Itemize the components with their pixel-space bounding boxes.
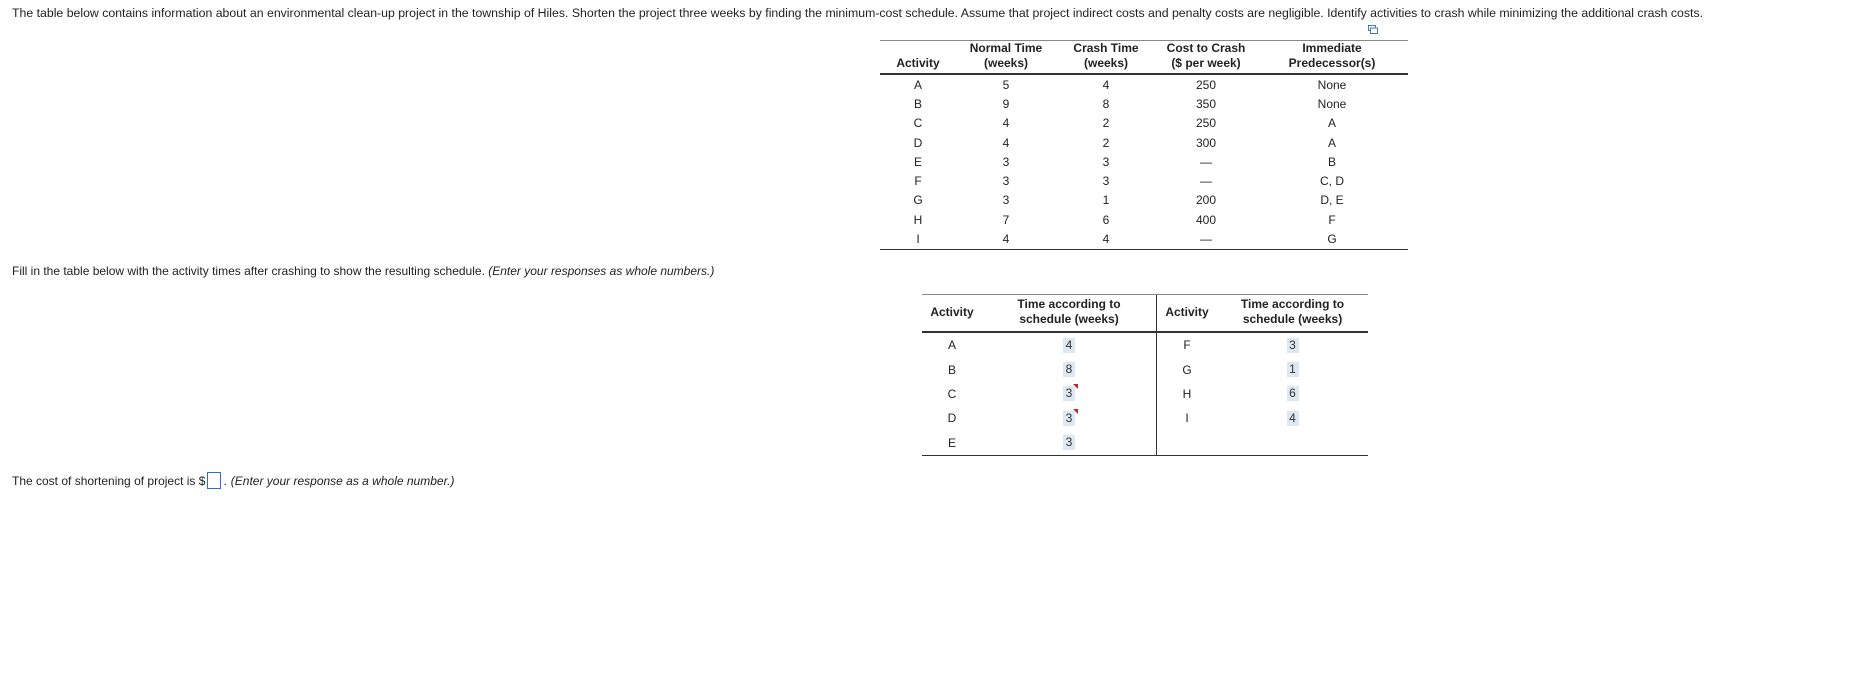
cell-cost: 400: [1195, 212, 1217, 227]
cell-activity: I: [1157, 406, 1218, 430]
project-data-table: [880, 40, 1408, 250]
cell-time: [982, 431, 1157, 456]
cell-time: [1217, 332, 1368, 357]
cell-time: [1217, 431, 1368, 456]
copy-icon[interactable]: [1368, 25, 1378, 34]
answer-input-a[interactable]: 4: [1063, 338, 1075, 353]
cell-time: [982, 382, 1157, 406]
table-row: [880, 210, 1408, 229]
cost-hint: (Enter your response as a whole number.): [230, 473, 455, 488]
answer-input-d[interactable]: 3: [1063, 411, 1075, 426]
cell-time: [982, 357, 1157, 381]
cell-normal: 3: [1002, 174, 1010, 189]
cell-activity: H: [913, 212, 923, 227]
cell-crash: 4: [1102, 77, 1110, 92]
cell-pred: C, D: [1320, 174, 1344, 189]
col-cost-to-crash: Cost to Crash ($ per week): [1156, 41, 1256, 75]
table-row: [922, 431, 1368, 456]
answer-input-e[interactable]: 3: [1063, 435, 1075, 450]
cell-activity: D: [947, 411, 957, 426]
cell-cost: 200: [1195, 193, 1217, 208]
cell-pred: A: [1327, 116, 1336, 131]
cost-question: [12, 472, 454, 489]
answer-input-i[interactable]: 4: [1287, 411, 1299, 426]
cell-activity: D: [913, 135, 923, 150]
col-activity-right: Activity: [1157, 295, 1218, 333]
table-row: [880, 171, 1408, 190]
cell-activity: B: [947, 362, 956, 377]
cell-cost: —: [1200, 174, 1212, 189]
cell-cost: 250: [1195, 77, 1217, 92]
cell-pred: B: [1327, 154, 1336, 169]
answer-input-g[interactable]: 1: [1287, 362, 1299, 377]
cell-normal: 4: [1002, 135, 1010, 150]
col-time-left: Time according to schedule (weeks): [982, 295, 1157, 333]
table-row: [922, 406, 1368, 430]
cell-activity: I: [880, 229, 956, 249]
question-intro: The table below contains information about an environmental clean-up project in the township of Hiles. Shorten the project three weeks by finding the minimum-cost schedule. Assume that project indirect costs and penalty costs are negligible. Identify activities to crash while minimizing the additional crash costs.: [12, 6, 1704, 20]
table-row: [880, 94, 1408, 113]
col-activity-left: Activity: [922, 295, 982, 333]
cell-activity: C: [947, 386, 957, 401]
cell-time: [982, 332, 1157, 357]
cell-normal: 9: [1002, 96, 1010, 111]
cell-crash: 2: [1102, 135, 1110, 150]
col-activity: Activity: [880, 41, 956, 75]
table-row: [880, 74, 1408, 94]
cell-cost: —: [1200, 154, 1212, 169]
schedule-answer-table: [922, 294, 1368, 456]
cell-time: [1217, 382, 1368, 406]
col-normal-time: Normal Time (weeks): [956, 41, 1056, 75]
cell-pred: D, E: [1320, 193, 1344, 208]
cell-crash: 3: [1102, 174, 1110, 189]
cell-normal: 4: [956, 229, 1056, 249]
cell-pred: F: [1328, 212, 1336, 227]
cell-activity: H: [1157, 382, 1218, 406]
cell-cost: 350: [1195, 96, 1217, 111]
cell-activity: E: [913, 154, 922, 169]
cell-activity: G: [1157, 357, 1218, 381]
table-row: [880, 133, 1408, 152]
cell-cost: 250: [1195, 116, 1217, 131]
answer-input-c[interactable]: 3: [1063, 386, 1075, 401]
cell-time: [1217, 406, 1368, 430]
answer-input-f[interactable]: 3: [1287, 338, 1299, 353]
table-row: [880, 191, 1408, 210]
cell-pred: None: [1317, 77, 1347, 92]
cell-pred: A: [1327, 135, 1336, 150]
cell-activity: [1157, 431, 1218, 456]
cell-pred: G: [1256, 229, 1408, 249]
cell-cost: 300: [1195, 135, 1217, 150]
fill-instruction-hint: (Enter your responses as whole numbers.): [488, 264, 715, 278]
cost-suffix: .: [223, 473, 227, 488]
cell-time: [982, 406, 1157, 430]
cell-normal: 3: [1002, 193, 1010, 208]
cell-activity: B: [913, 96, 922, 111]
cell-activity: F: [914, 174, 922, 189]
cell-activity: F: [1157, 332, 1218, 357]
table-row: [880, 152, 1408, 171]
cell-crash: 4: [1056, 229, 1156, 249]
cell-activity: A: [913, 77, 922, 92]
answer-input-h[interactable]: 6: [1287, 386, 1299, 401]
cell-time: [1217, 357, 1368, 381]
cell-normal: 5: [1002, 77, 1010, 92]
col-predecessors: Immediate Predecessor(s): [1256, 41, 1408, 75]
table-row: [922, 357, 1368, 381]
fill-instruction: [12, 264, 714, 278]
cell-crash: 2: [1102, 116, 1110, 131]
cell-crash: 6: [1102, 212, 1110, 227]
cell-normal: 3: [1002, 154, 1010, 169]
table-row: [922, 332, 1368, 357]
cell-activity: C: [913, 116, 923, 131]
cell-activity: E: [922, 431, 982, 456]
cell-normal: 7: [1002, 212, 1010, 227]
table-row: [880, 229, 1408, 249]
cell-activity: A: [947, 338, 956, 353]
table-row: [922, 382, 1368, 406]
fill-instruction-text: Fill in the table below with the activity times after crashing to show the resulting schedule.: [12, 264, 485, 278]
cell-crash: 3: [1102, 154, 1110, 169]
table-row: [880, 114, 1408, 133]
cost-input[interactable]: [207, 472, 221, 489]
cell-crash: 8: [1102, 96, 1110, 111]
cell-activity: G: [913, 193, 923, 208]
col-time-right: Time according to schedule (weeks): [1217, 295, 1368, 333]
cost-prefix: The cost of shortening of project is $: [12, 473, 206, 488]
cell-normal: 4: [1002, 116, 1010, 131]
cell-crash: 1: [1102, 193, 1110, 208]
col-crash-time: Crash Time (weeks): [1056, 41, 1156, 75]
cell-cost: —: [1156, 229, 1256, 249]
answer-input-b[interactable]: 8: [1063, 362, 1075, 377]
cell-pred: None: [1317, 96, 1347, 111]
